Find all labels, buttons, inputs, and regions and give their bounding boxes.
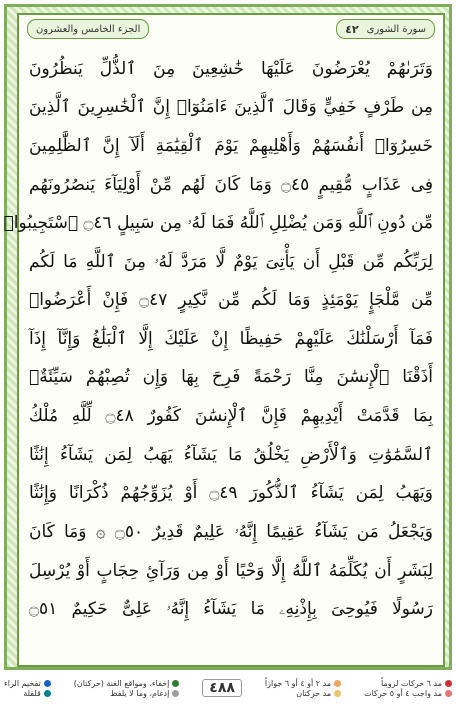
surah-label: سورة الشورى [366,23,426,35]
legend-item: قلقلة [4,689,51,698]
legend-item: إدغام، وما لا يلفظ [74,689,180,698]
surah-header [336,19,435,39]
legend-color [445,680,452,687]
legend-color [172,680,179,687]
verse-line: لِرَبِّكُم مِّن قَبْلِ أَن يَأْتِىَ يَوْمٌ لَّا مَرَدَّ لَهُۥ مِنَ ٱللَّهِ مَا لَكُم [29,251,433,272]
page-header [27,19,435,39]
verse-line: ٱلسَّمَٰوَٰتِ وَٱلْأَرْضِ يَخْلُقُ مَا يَشَآءُ يَهَبُ لِمَن يَشَآءُ إِنَٰثًا [29,444,433,465]
verse-line: أَذَقْنَا ٱلْإِنسَٰنَ مِنَّا رَحْمَةً فَرِحَ بِهَا وَإِن تُصِبْهُمْ سَيِّئَةٌۢ [29,367,433,388]
verse-line: وَيَهَبُ لِمَن يَشَآءُ ٱلذُّكُورَ ۝٤٩ أَوْ يُزَوِّجُهُمْ ذُكْرَانًا وَإِنَٰثًا [29,483,433,504]
legend-color [445,690,452,697]
verse-line: بِمَا قَدَّمَتْ أَيْدِيهِمْ فَإِنَّ ٱلْإِنسَٰنَ كَفُورٌ ۝٤٨ لِّلَّهِ مُلْكُ [29,406,433,427]
legend-color [172,690,179,697]
verse-line: وَتَرَىٰهُمْ يُعْرَضُونَ عَلَيْهَا خَٰشِعِينَ مِنَ ٱلذُّلِّ يَنظُرُونَ [29,58,433,79]
page-footer [4,674,452,702]
legend-color [44,680,51,687]
text-panel [3,13,445,667]
tajweed-legend-far-left [4,679,51,698]
legend-item: مد ٢ أو ٤ أو ٦ جوازاً [265,679,341,688]
verse-line: خَسِرُوٓا۟ أَنفُسَهُمْ وَأَهْلِيهِمْ يَوْمَ ٱلْقِيَٰمَةِ أَلَآ إِنَّ ٱلظَّٰلِمِينَ [29,135,433,156]
legend-item: إخفاء، ومواقع الغنة (حركتان) [74,679,180,688]
page-number: ٤٨٨ [202,679,242,697]
verse-line: مِن طَرْفٍ خَفِيٍّ وَقَالَ ٱلَّذِينَ ءَامَنُوٓا۟ إِنَّ ٱلْخَٰسِرِينَ ٱلَّذِينَ [29,97,433,118]
legend-item: تفخيم الراء [4,679,51,688]
verse-lines [3,49,434,628]
legend-item: مد واجب ٤ أو ٥ حركات [364,689,452,698]
verse-line: وَيَجْعَلُ مَن يَشَآءُ عَقِيمًا إِنَّهُۥ عَلِيمٌ قَدِيرٌ ۝٥٠ ۞ وَمَا كَانَ [29,521,433,542]
tajweed-legend-mid [265,679,341,698]
tajweed-legend-right [364,679,452,698]
verse-line: فَمَآ أَرْسَلْنَٰكَ عَلَيْهِمْ حَفِيظًا إِنْ عَلَيْكَ إِلَّا ٱلْبَلَٰغُ وَإِنَّآ إِذَآ [29,328,433,349]
verse-line: مِّن مَّلْجَإٍ يَوْمَئِذٍ وَمَا لَكُم مِّن نَّكِيرٍ ۝٤٧ فَإِنْ أَعْرَضُوا۟ [29,290,433,311]
verse-line: لِبَشَرٍ أَن يُكَلِّمَهُ ٱللَّهُ إِلَّا وَحْيًا أَوْ مِن وَرَآئِ حِجَابٍ أَوْ يُرْسِلَ [29,560,433,581]
surah-number: ٤٢ [345,22,359,36]
legend-color [334,690,341,697]
juz-label: الجزء الخامس والعشرون [27,19,149,39]
tajweed-legend-left [74,679,180,698]
legend-item: مد ٦ حركات لزوماً [364,679,452,688]
legend-color [334,680,341,687]
verse-line: رَسُولًا فَيُوحِىَ بِإِذْنِهِۦ مَا يَشَآءُ إِنَّهُۥ عَلِىٌّ حَكِيمٌ ۝٥١ [29,599,433,620]
decorative-border [4,4,452,670]
legend-color [44,690,51,697]
verse-line: مِّن دُونِ ٱللَّهِ وَمَن يُضْلِلِ ٱللَّهُ فَمَا لَهُۥ مِن سَبِيلٍ ۝٤٦ ٱسْتَجِيبُوا۟ [3,213,433,234]
verse-line: فِى عَذَابٍ مُّقِيمٍ ۝٤٥ وَمَا كَانَ لَهُم مِّنْ أَوْلِيَآءَ يَنصُرُونَهُم [29,174,434,195]
legend-item: مد حركتان [265,689,341,698]
